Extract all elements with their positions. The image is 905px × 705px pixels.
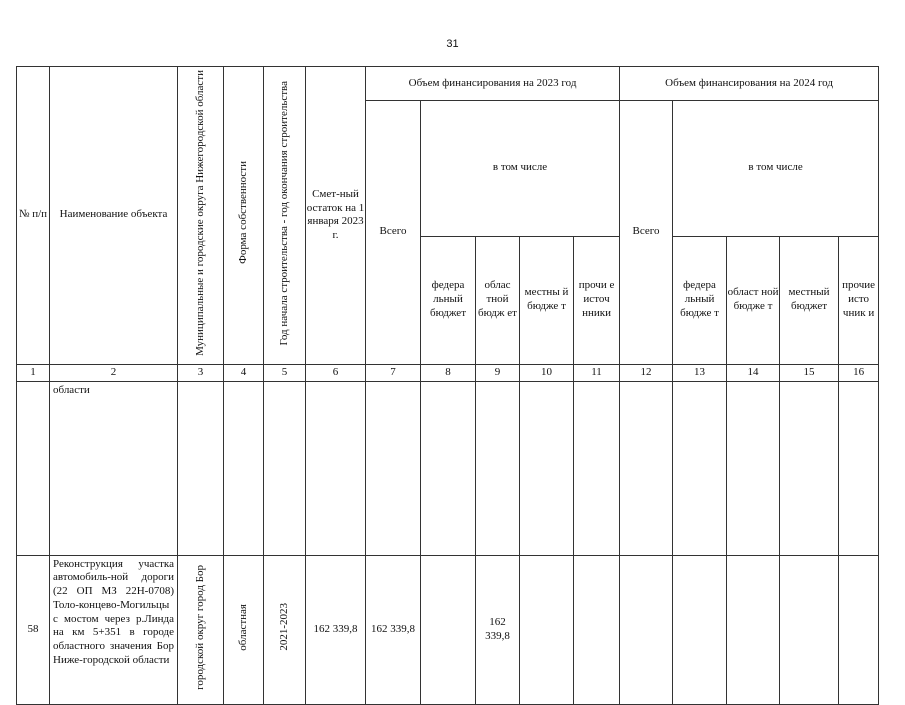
row-federal-2023 (421, 555, 476, 704)
row-regional-2024 (727, 555, 780, 704)
row-name-text: Реконструкция участка автомобиль-ной дороги (22 ОП МЗ 22Н-0708) Толо-концево-Могильцы с мостом через р.Линда на км 5+351 в городе областного значения Бор Ниже-городской области (53, 557, 174, 666)
col-number: 8 (421, 364, 476, 381)
table-row (17, 381, 879, 555)
row-local-2024 (780, 555, 839, 704)
header-regional-2023: облас тной бюдж ет (476, 236, 520, 364)
header-local-2023: местны й бюдже т (520, 236, 574, 364)
header-including-2023: в том числе (421, 101, 620, 237)
header-ownership: Форма собственности (224, 67, 264, 365)
header-name: Наименование объекта (50, 67, 178, 365)
row-municipality (178, 381, 224, 555)
row-estimate: 162 339,8 (306, 555, 366, 704)
row-other-2023 (574, 381, 620, 555)
header-federal-2024: федера льный бюдже т (673, 236, 727, 364)
col-number: 4 (224, 364, 264, 381)
row-local-2023 (520, 555, 574, 704)
row-years: 2021-2023 (264, 555, 306, 704)
header-regional-2024: област ной бюдже т (727, 236, 780, 364)
row-estimate (306, 381, 366, 555)
col-number: 11 (574, 364, 620, 381)
row-total-2023: 162 339,8 (366, 555, 421, 704)
col-number: 2 (50, 364, 178, 381)
row-ownership: областная (224, 555, 264, 704)
col-number: 10 (520, 364, 574, 381)
col-number: 14 (727, 364, 780, 381)
col-number: 5 (264, 364, 306, 381)
header-estimate: Смет-ный остаток на 1 января 2023 г. (306, 67, 366, 365)
row-total-2023 (366, 381, 421, 555)
row-federal-2024 (673, 555, 727, 704)
row-other-2023 (574, 555, 620, 704)
col-number: 12 (620, 364, 673, 381)
header-local-2024: местный бюджет (780, 236, 839, 364)
col-number: 3 (178, 364, 224, 381)
header-municipality: Муниципальные и городские округа Нижегородской области (178, 67, 224, 365)
row-total-2024 (620, 381, 673, 555)
row-no: 58 (17, 555, 50, 704)
row-regional-2024 (727, 381, 780, 555)
table-row (17, 555, 879, 704)
header-other-2024: прочие исто чник и (839, 236, 879, 364)
row-other-2024 (839, 555, 879, 704)
row-federal-2024 (673, 381, 727, 555)
row-name: области (50, 381, 178, 555)
header-federal-2023: федера льный бюджет (421, 236, 476, 364)
column-number-row (17, 364, 879, 381)
header-group-2024: Объем финансирования на 2024 год (620, 67, 879, 101)
row-other-2024 (839, 381, 879, 555)
row-municipality: городской округ город Бор (178, 555, 224, 704)
col-number: 13 (673, 364, 727, 381)
col-number: 16 (839, 364, 879, 381)
row-regional-2023: 162 339,8 (476, 555, 520, 704)
header-years: Год начала строительства - год окончания строительства (264, 67, 306, 365)
col-number: 15 (780, 364, 839, 381)
row-federal-2023 (421, 381, 476, 555)
header-total-2024: Всего (620, 101, 673, 365)
header-total-2023: Всего (366, 101, 421, 365)
col-number: 6 (306, 364, 366, 381)
row-name (50, 555, 178, 704)
col-number: 9 (476, 364, 520, 381)
row-regional-2023 (476, 381, 520, 555)
row-local-2024 (780, 381, 839, 555)
row-total-2024 (620, 555, 673, 704)
col-number: 7 (366, 364, 421, 381)
header-including-2024: в том числе (673, 101, 879, 237)
financing-table (16, 66, 879, 705)
row-local-2023 (520, 381, 574, 555)
page-number: 31 (446, 38, 459, 50)
row-ownership (224, 381, 264, 555)
header-no: № п/п (17, 67, 50, 365)
col-number: 1 (17, 364, 50, 381)
header-other-2023: прочи е источ нники (574, 236, 620, 364)
header-group-2023: Объем финансирования на 2023 год (366, 67, 620, 101)
row-no (17, 381, 50, 555)
row-years (264, 381, 306, 555)
